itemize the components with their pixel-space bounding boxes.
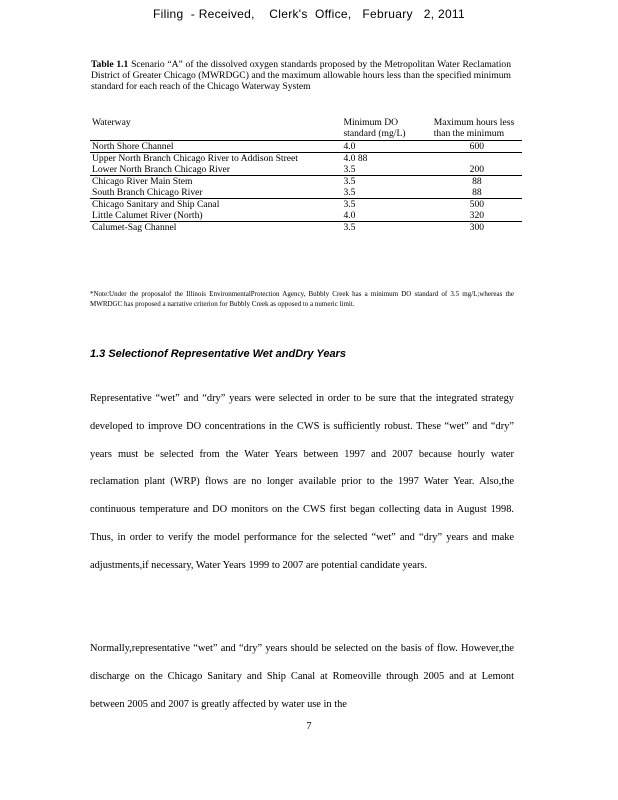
waterway-cell: North Shore Channel: [92, 141, 174, 152]
page-number: 7: [306, 721, 312, 732]
max-hours-cell: 88: [432, 176, 522, 188]
min-do-cell: 3.5: [343, 187, 356, 198]
min-do-cell: 3.5: [341, 176, 431, 188]
table-row: [90, 176, 522, 188]
table-row: [90, 141, 522, 153]
waterway-cell: Calumet-Sag Channel: [90, 222, 341, 234]
max-hours-cell: 88: [472, 187, 482, 198]
column-header-min-do: Minimum DO standard (mg/L): [341, 117, 431, 141]
min-do-cell: 4.0: [343, 210, 356, 221]
max-hours-cell: 500: [432, 199, 522, 211]
table-row: [90, 153, 522, 165]
table-footnote: *Note:Under the proposalof the Illinois EnvironmentalProtection Agency, Bubbly Creek has a minimum DO standard of 3.5 mg/L;whereas the MWRDGC has proposed a narrative criterion for Bubbly Creek as opposed to a numeric limit.: [90, 290, 514, 308]
body-paragraph: Normally,representative “wet” and “dry” years should be selected on the basis of flow. However,the discharge on the Chicago Sanitary and Ship Canal at Romeoville through 2005 and at Lemont between 2005 and 2007 is greatly affected by water use in the: [90, 643, 514, 710]
table-row: [90, 210, 522, 222]
filing-header: Filing - Received, Clerk's Office, February 2, 2011: [153, 7, 465, 21]
waterway-cell: Upper North Branch Chicago River to Addison Street: [90, 153, 341, 165]
waterway-cell: South Branch Chicago River: [92, 187, 203, 198]
column-header-max-hours: Maximum hours less than the minimum: [432, 117, 522, 141]
max-hours-cell: 200: [469, 164, 485, 175]
min-do-cell: 4.0: [343, 141, 356, 152]
min-do-cell: 3.5: [341, 199, 431, 211]
waterway-cell: Chicago River Main Stem: [90, 176, 341, 188]
min-do-cell: 3.5: [343, 164, 356, 175]
min-do-cell: 4.0 88: [341, 153, 431, 165]
max-hours-cell: 320: [469, 210, 485, 221]
table-caption: [91, 59, 511, 92]
column-header-waterway: Waterway: [90, 117, 341, 141]
waterway-cell: Lower North Branch Chicago River: [92, 164, 231, 175]
max-hours-cell: 300: [432, 222, 522, 234]
table-row: [90, 187, 522, 199]
table-caption-label: Table 1.1: [91, 59, 129, 70]
section-heading: 1.3 Selectionof Representative Wet andDry Years: [90, 348, 346, 360]
body-paragraph: Representative “wet” and “dry” years were selected in order to be sure that the integrated strategy developed to improve DO concentrations in the CWS is sufficiently robust. These “wet” and “dry” years must be selected from the Water Years between 1997 and 2007 because hourly water reclamation plant (WRP) flows are no longer available prior to the 1997 Water Year. Also,the continuous temperature and DO monitors on the CWS first began collecting data in August 1998. Thus, in order to verify the model performance for the selected “wet” and “dry” years and make adjustments,if necessary, Water Years 1999 to 2007 are potential candidate years.: [90, 393, 514, 571]
table-caption-text: Scenario “A” of the dissolved oxygen standards proposed by the Metropolitan Water Reclamation District of Greater Chicago (MWRDGC) and the maximum allowable hours less than the specified minimum standard for each reach of the Chicago Waterway System: [91, 59, 511, 92]
table-row: [90, 199, 522, 211]
table-row: [90, 164, 522, 176]
table-row: [90, 222, 522, 234]
max-hours-cell: 600: [469, 141, 485, 152]
waterway-cell: Chicago Sanitary and Ship Canal: [90, 199, 341, 211]
waterway-cell: Little Calumet River (North): [92, 210, 203, 221]
table-header-row: [90, 117, 522, 141]
min-do-cell: 3.5: [341, 222, 431, 234]
dissolved-oxygen-table: [90, 117, 522, 233]
max-hours-cell: [432, 153, 522, 165]
